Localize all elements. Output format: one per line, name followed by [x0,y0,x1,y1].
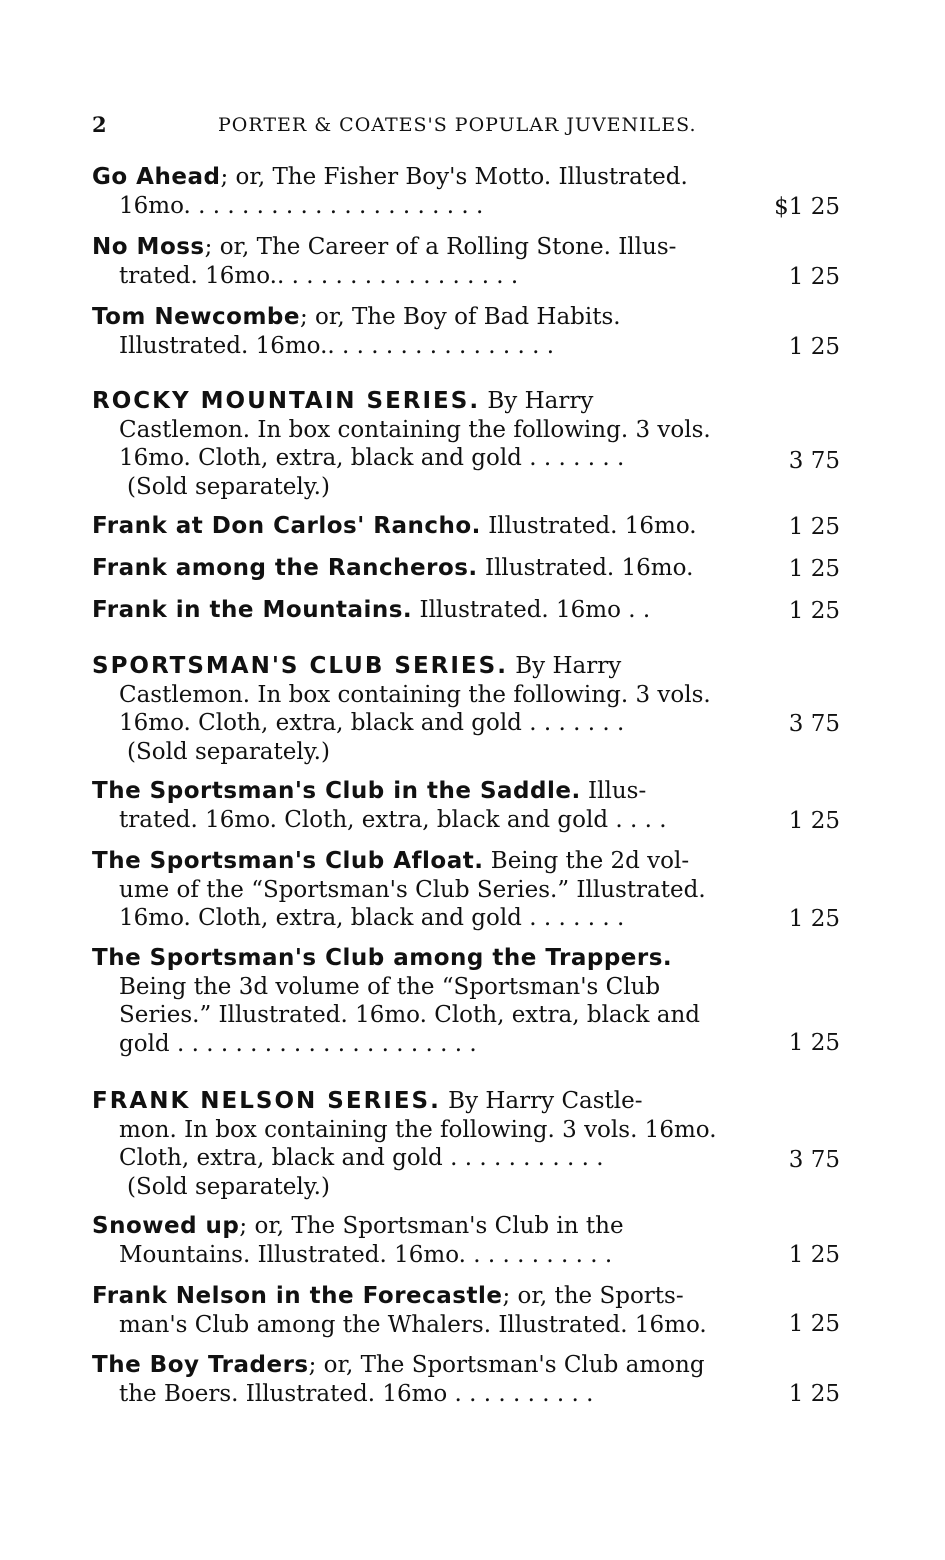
catalog-entry [92,512,747,541]
book-title: Tom Newcombe [92,304,300,330]
book-title: The Sportsman's Club among the Trappers. [92,945,673,971]
catalog-entry [92,1212,747,1269]
price: $1 25 [774,194,840,220]
entry-description: ; or, The Sportsman's Club in the [239,1213,624,1239]
series-author: By Harry [507,653,622,679]
series-entry [92,652,747,766]
entry-line: Series.” Illustrated. 16mo. Cloth, extra, black and [119,1002,701,1028]
series-heading: ROCKY MOUNTAIN SERIES. [92,388,481,414]
entry-description: Illustrated. 16mo. [480,513,697,539]
entry-description: ; or, The Fisher Boy's Motto. Illustrated. [220,164,688,190]
entry-line: trated. 16mo.. . . . . . . . . . . . . . . . . [119,262,519,289]
price: 1 25 [788,1030,840,1056]
series-author: By Harry [480,388,594,414]
entry-line: 16mo. Cloth, extra, black and gold . . . . . . . [119,905,625,931]
price: 1 25 [788,906,840,932]
book-title: Frank at Don Carlos' Rancho. [92,513,481,539]
book-title: No Moss [92,234,205,260]
series-entry [92,1087,747,1201]
price: 1 25 [788,514,840,540]
price: 1 25 [788,334,840,360]
series-note: (Sold separately.) [127,473,330,500]
price: 1 25 [788,598,840,624]
price: 3 75 [788,711,840,737]
entry-line: 16mo. . . . . . . . . . . . . . . . . . . . . [119,192,484,219]
series-author: By Harry Castle- [440,1088,643,1114]
series-line: mon. In box containing the following. 3 vols. 16mo. [119,1116,717,1143]
price: 1 25 [788,556,840,582]
series-line: Castlemon. In box containing the following. 3 vols. [119,416,711,443]
catalog-entry [92,233,747,290]
entry-line: Being the 3d volume of the “Sportsman's Club [119,973,661,1000]
series-note: (Sold separately.) [127,1173,330,1200]
entry-description: ; or, The Sportsman's Club among [308,1352,705,1378]
price: 3 75 [788,1147,840,1173]
running-title: PORTER & COATES'S POPULAR JUVENILES. [218,114,697,136]
book-title: The Boy Traders [92,1352,309,1378]
series-heading: SPORTSMAN'S CLUB SERIES. [92,653,508,679]
series-entry [92,387,747,501]
catalog-entry [92,847,747,933]
entry-line: trated. 16mo. Cloth, extra, black and gold . . . . [119,806,667,833]
book-title: Frank in the Mountains. [92,597,413,623]
price: 3 75 [788,448,840,474]
book-title: Go Ahead [92,164,221,190]
series-line: 16mo. Cloth, extra, black and gold . . . . . . . [119,710,625,736]
catalog-entry [92,1351,747,1408]
price: 1 25 [788,264,840,290]
entry-description: ; or, The Boy of Bad Habits. [299,304,621,330]
book-title: Frank among the Rancheros. [92,555,478,581]
catalog-entry [92,1282,747,1339]
series-line: 16mo. Cloth, extra, black and gold . . . . . . . [119,445,625,471]
catalog-entry [92,163,747,220]
entry-description: Being the 2d vol- [483,848,690,874]
entry-line: Mountains. Illustrated. 16mo. . . . . . . . . . . [119,1241,613,1268]
book-title: The Sportsman's Club Afloat. [92,848,484,874]
entry-line: Illustrated. 16mo.. . . . . . . . . . . . . . . . [119,332,555,359]
entry-description: Illustrated. 16mo . . [412,597,651,623]
entry-description: ; or, The Career of a Rolling Stone. Illus- [204,234,677,260]
series-heading: FRANK NELSON SERIES. [92,1088,441,1114]
price: 1 25 [788,1311,840,1337]
series-line: Castlemon. In box containing the following. 3 vols. [119,681,711,708]
price: 1 25 [788,1242,840,1268]
book-title: Frank Nelson in the Forecastle [92,1283,503,1309]
entry-line: man's Club among the Whalers. Illustrated. 16mo. [119,1311,707,1338]
entry-description: Illustrated. 16mo. [477,555,694,581]
price: 1 25 [788,1381,840,1407]
book-title: The Sportsman's Club in the Saddle. [92,778,581,804]
series-note: (Sold separately.) [127,738,330,765]
entry-line: ume of the “Sportsman's Club Series.” Illustrated. [119,876,706,903]
catalog-entry [92,554,747,583]
book-title: Snowed up [92,1213,240,1239]
catalog-entry [92,944,747,1058]
series-line: Cloth, extra, black and gold . . . . . . . . . . . [119,1145,604,1171]
entry-line: the Boers. Illustrated. 16mo . . . . . . . . . . [119,1380,594,1407]
entry-description: Illus- [580,778,647,804]
entry-line: gold . . . . . . . . . . . . . . . . . . . . . [119,1030,477,1057]
catalog-entry [92,777,747,834]
price: 1 25 [788,808,840,834]
catalog-entry [92,596,747,625]
entry-description: ; or, the Sports- [502,1283,684,1309]
page-number: 2 [92,112,108,137]
catalog-entry [92,303,747,360]
